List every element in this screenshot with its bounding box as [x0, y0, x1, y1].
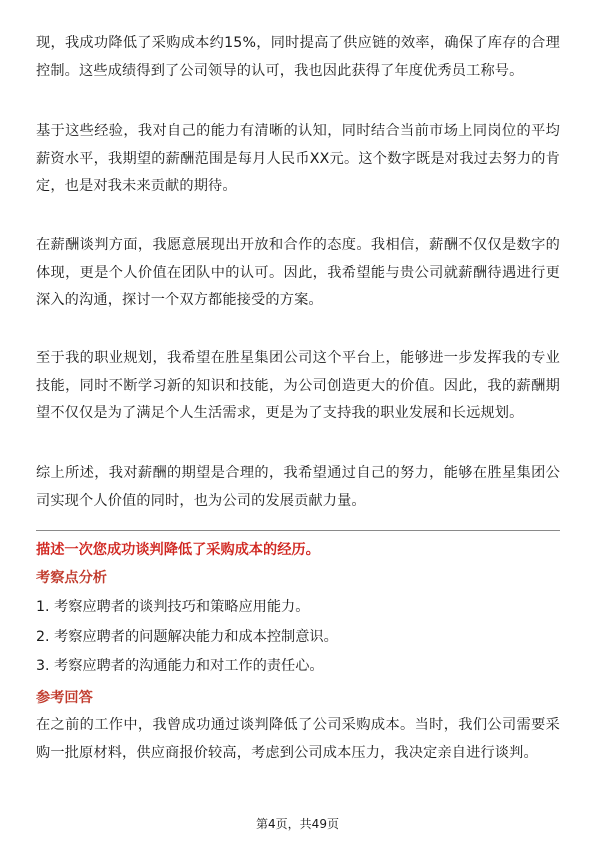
body-paragraph: 基于这些经验，我对自己的能力有清晰的认知，同时结合当前市场上同岗位的平均薪资水平，我期望的薪酬范围是每月人民币XX元。这个数字既是对我过去努力的肯定，也是对我未来贡献的期待。: [36, 123, 560, 194]
body-paragraph: 现，我成功降低了采购成本约15%，同时提高了供应链的效率，确保了库存的合理控制。这些成绩得到了公司领导的认可，我也因此获得了年度优秀员工称号。: [36, 35, 560, 79]
interview-question: 描述一次您成功谈判降低了采购成本的经历。: [36, 542, 320, 558]
section-divider: [36, 530, 560, 531]
page-number: 第4页，共49页: [256, 817, 339, 831]
analysis-point: 3. 考察应聘者的沟通能力和对工作的责任心。: [36, 658, 324, 674]
analysis-heading: 考察点分析: [36, 570, 107, 586]
analysis-point: 2. 考察应聘者的问题解决能力和成本控制意识。: [36, 628, 338, 645]
body-paragraph: 综上所述，我对薪酬的期望是合理的，我希望通过自己的努力，能够在胜星集团公司实现个人价值的同时，也为公司的发展贡献力量。: [36, 465, 560, 509]
answer-paragraph: 在之前的工作中，我曾成功通过谈判降低了公司采购成本。当时，我们公司需要采购一批原材料，供应商报价较高，考虑到公司成本压力，我决定亲自进行谈判。: [36, 717, 560, 761]
body-paragraph: 至于我的职业规划，我希望在胜星集团公司这个平台上，能够进一步发挥我的专业技能，同时不断学习新的知识和技能，为公司创造更大的价值。因此，我的薪酬期望不仅仅是为了满足个人生活需求，更是为了支持我的职业发展和长远规划。: [36, 350, 560, 421]
answer-heading: 参考回答: [36, 690, 93, 706]
body-paragraph: 在薪酬谈判方面，我愿意展现出开放和合作的态度。我相信，薪酬不仅仅是数字的体现，更是个人价值在团队中的认可。因此，我希望能与贵公司就薪酬待遇进行更深入的沟通，探讨一个双方都能接受的方案。: [36, 237, 560, 308]
analysis-point: 1. 考察应聘者的谈判技巧和策略应用能力。: [36, 599, 310, 615]
analysis-point-list: [36, 593, 560, 682]
